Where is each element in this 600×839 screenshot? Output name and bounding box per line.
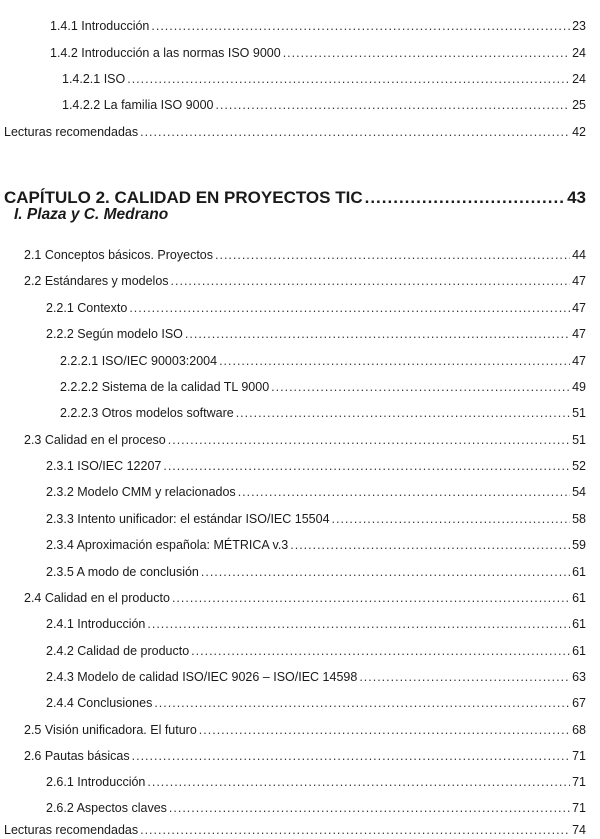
dot-leader xyxy=(185,326,570,342)
toc-entry[interactable] xyxy=(46,616,586,632)
toc-entry-label: 2.2 Estándares y modelos xyxy=(24,274,169,288)
toc-entry-page: 61 xyxy=(572,617,586,631)
toc-entry-label: 1.4.2 Introducción a las normas ISO 9000 xyxy=(50,46,281,60)
toc-entry[interactable] xyxy=(24,273,586,289)
toc-entry-page: 52 xyxy=(572,459,586,473)
toc-entry-label: 2.6 Pautas básicas xyxy=(24,749,130,763)
toc-entry-page: 63 xyxy=(572,670,586,684)
toc-entry-page: 42 xyxy=(572,125,586,139)
toc-entry[interactable] xyxy=(46,537,586,553)
toc-entry-label: 2.3.4 Aproximación española: MÉTRICA v.3 xyxy=(46,538,289,552)
toc-entry-label: 2.2.2.3 Otros modelos software xyxy=(60,406,234,420)
toc-entry[interactable] xyxy=(46,300,586,316)
dot-leader xyxy=(172,590,570,606)
dot-leader xyxy=(168,432,570,448)
toc-entry-label: 2.6.1 Introducción xyxy=(46,775,146,789)
dot-leader xyxy=(140,822,570,838)
toc-entry[interactable] xyxy=(46,774,586,790)
toc-entry[interactable] xyxy=(46,564,586,580)
toc-entry[interactable] xyxy=(24,722,586,738)
dot-leader xyxy=(163,458,570,474)
toc-entry-page: 61 xyxy=(572,591,586,605)
toc-entry-label: 2.4.4 Conclusiones xyxy=(46,696,153,710)
toc-entry[interactable] xyxy=(24,247,586,263)
toc-entry[interactable] xyxy=(60,353,586,369)
toc-entry-label: 2.5 Visión unificadora. El futuro xyxy=(24,723,197,737)
toc-entry-label: 2.3.5 A modo de conclusión xyxy=(46,565,199,579)
toc-entry-page: 71 xyxy=(572,801,586,815)
dot-leader xyxy=(129,300,570,316)
toc-entry[interactable] xyxy=(46,669,586,685)
dot-leader xyxy=(219,353,570,369)
toc-entry-label: 2.4.1 Introducción xyxy=(46,617,146,631)
toc-entry-label: 2.3.2 Modelo CMM y relacionados xyxy=(46,485,236,499)
dot-leader xyxy=(147,616,570,632)
dot-leader xyxy=(238,484,570,500)
chapter-authors: I. Plaza y C. Medrano xyxy=(14,206,169,223)
dot-leader xyxy=(154,695,570,711)
toc-entry-page: 47 xyxy=(572,327,586,341)
dot-leader xyxy=(191,643,570,659)
toc-entry-label: 2.2.2 Según modelo ISO xyxy=(46,327,183,341)
dot-leader xyxy=(140,124,570,140)
toc-entry-label: Lecturas recomendadas xyxy=(4,125,139,139)
toc-entry-page: 61 xyxy=(572,565,586,579)
toc-entry-label: 2.4.3 Modelo de calidad ISO/IEC 9026 – ISO/IEC 14598 xyxy=(46,670,358,684)
dot-leader xyxy=(201,564,570,580)
toc-entry[interactable] xyxy=(46,458,586,474)
toc-entry-label: 2.4.2 Calidad de producto xyxy=(46,644,190,658)
dot-leader xyxy=(171,273,571,289)
toc-entry[interactable] xyxy=(24,432,586,448)
toc-entry-page: 67 xyxy=(572,696,586,710)
toc-entry-label: 2.4 Calidad en el producto xyxy=(24,591,170,605)
toc-entry[interactable] xyxy=(24,748,586,764)
toc-entry-page: 23 xyxy=(572,19,586,33)
toc-entry-page: 47 xyxy=(572,354,586,368)
toc-entry[interactable] xyxy=(46,484,586,500)
chapter-heading[interactable] xyxy=(4,188,586,208)
toc-entry-page: 25 xyxy=(572,98,586,112)
toc-entry-page: 51 xyxy=(572,406,586,420)
dot-leader xyxy=(215,97,570,113)
chapter-title: CAPÍTULO 2. CALIDAD EN PROYECTOS TIC xyxy=(4,188,363,207)
toc-entry-label: 1.4.2.2 La familia ISO 9000 xyxy=(62,98,214,112)
dot-leader xyxy=(359,669,570,685)
dot-leader xyxy=(290,537,570,553)
toc-entry-page: 54 xyxy=(572,485,586,499)
toc-entry-page: 24 xyxy=(572,46,586,60)
toc-entry[interactable] xyxy=(4,822,586,838)
dot-leader xyxy=(283,45,570,61)
toc-entry-page: 51 xyxy=(572,433,586,447)
toc-entry-label: 2.3.1 ISO/IEC 12207 xyxy=(46,459,162,473)
dot-leader xyxy=(199,722,570,738)
toc-entry-page: 61 xyxy=(572,644,586,658)
toc-entry-label: Lecturas recomendadas xyxy=(4,823,139,837)
toc-entry[interactable] xyxy=(60,379,586,395)
toc-entry[interactable] xyxy=(46,695,586,711)
dot-leader xyxy=(147,774,570,790)
toc-entry[interactable] xyxy=(4,124,586,140)
toc-entry[interactable] xyxy=(46,511,586,527)
toc-entry-label: 2.1 Conceptos básicos. Proyectos xyxy=(24,248,213,262)
dot-leader xyxy=(127,71,570,87)
toc-entry[interactable] xyxy=(62,97,586,113)
toc-entry[interactable] xyxy=(24,590,586,606)
dot-leader xyxy=(236,405,570,421)
dot-leader xyxy=(332,511,571,527)
toc-entry-label: 2.2.1 Contexto xyxy=(46,301,128,315)
dot-leader xyxy=(169,800,570,816)
dot-leader xyxy=(271,379,570,395)
toc-entry-label: 2.6.2 Aspectos claves xyxy=(46,801,167,815)
toc-entry-page: 47 xyxy=(572,301,586,315)
toc-entry-page: 58 xyxy=(572,512,586,526)
dot-leader xyxy=(132,748,570,764)
toc-entry-page: 49 xyxy=(572,380,586,394)
toc-entry[interactable] xyxy=(46,643,586,659)
dot-leader xyxy=(215,247,570,263)
toc-entry[interactable] xyxy=(46,326,586,342)
toc-entry[interactable] xyxy=(62,71,586,87)
toc-entry-page: 71 xyxy=(572,775,586,789)
toc-entry-page: 44 xyxy=(572,248,586,262)
toc-entry-label: 2.3.3 Intento unificador: el estándar ISO/IEC 15504 xyxy=(46,512,330,526)
toc-entry[interactable] xyxy=(60,405,586,421)
toc-entry[interactable] xyxy=(50,18,586,34)
toc-entry-page: 47 xyxy=(572,274,586,288)
chapter-page: 43 xyxy=(567,188,586,207)
dot-leader xyxy=(151,18,570,34)
toc-entry[interactable] xyxy=(50,45,586,61)
toc-entry-page: 59 xyxy=(572,538,586,552)
toc-entry-label: 1.4.1 Introducción xyxy=(50,19,150,33)
toc-entry-page: 24 xyxy=(572,72,586,86)
toc-entry-page: 71 xyxy=(572,749,586,763)
toc-entry[interactable] xyxy=(46,800,586,816)
toc-entry-page: 68 xyxy=(572,723,586,737)
toc-entry-page: 74 xyxy=(572,823,586,837)
toc-entry-label: 2.3 Calidad en el proceso xyxy=(24,433,166,447)
toc-entry-label: 2.2.2.1 ISO/IEC 90003:2004 xyxy=(60,354,218,368)
dot-leader xyxy=(365,188,565,208)
toc-entry-label: 1.4.2.1 ISO xyxy=(62,72,126,86)
toc-entry-label: 2.2.2.2 Sistema de la calidad TL 9000 xyxy=(60,380,270,394)
